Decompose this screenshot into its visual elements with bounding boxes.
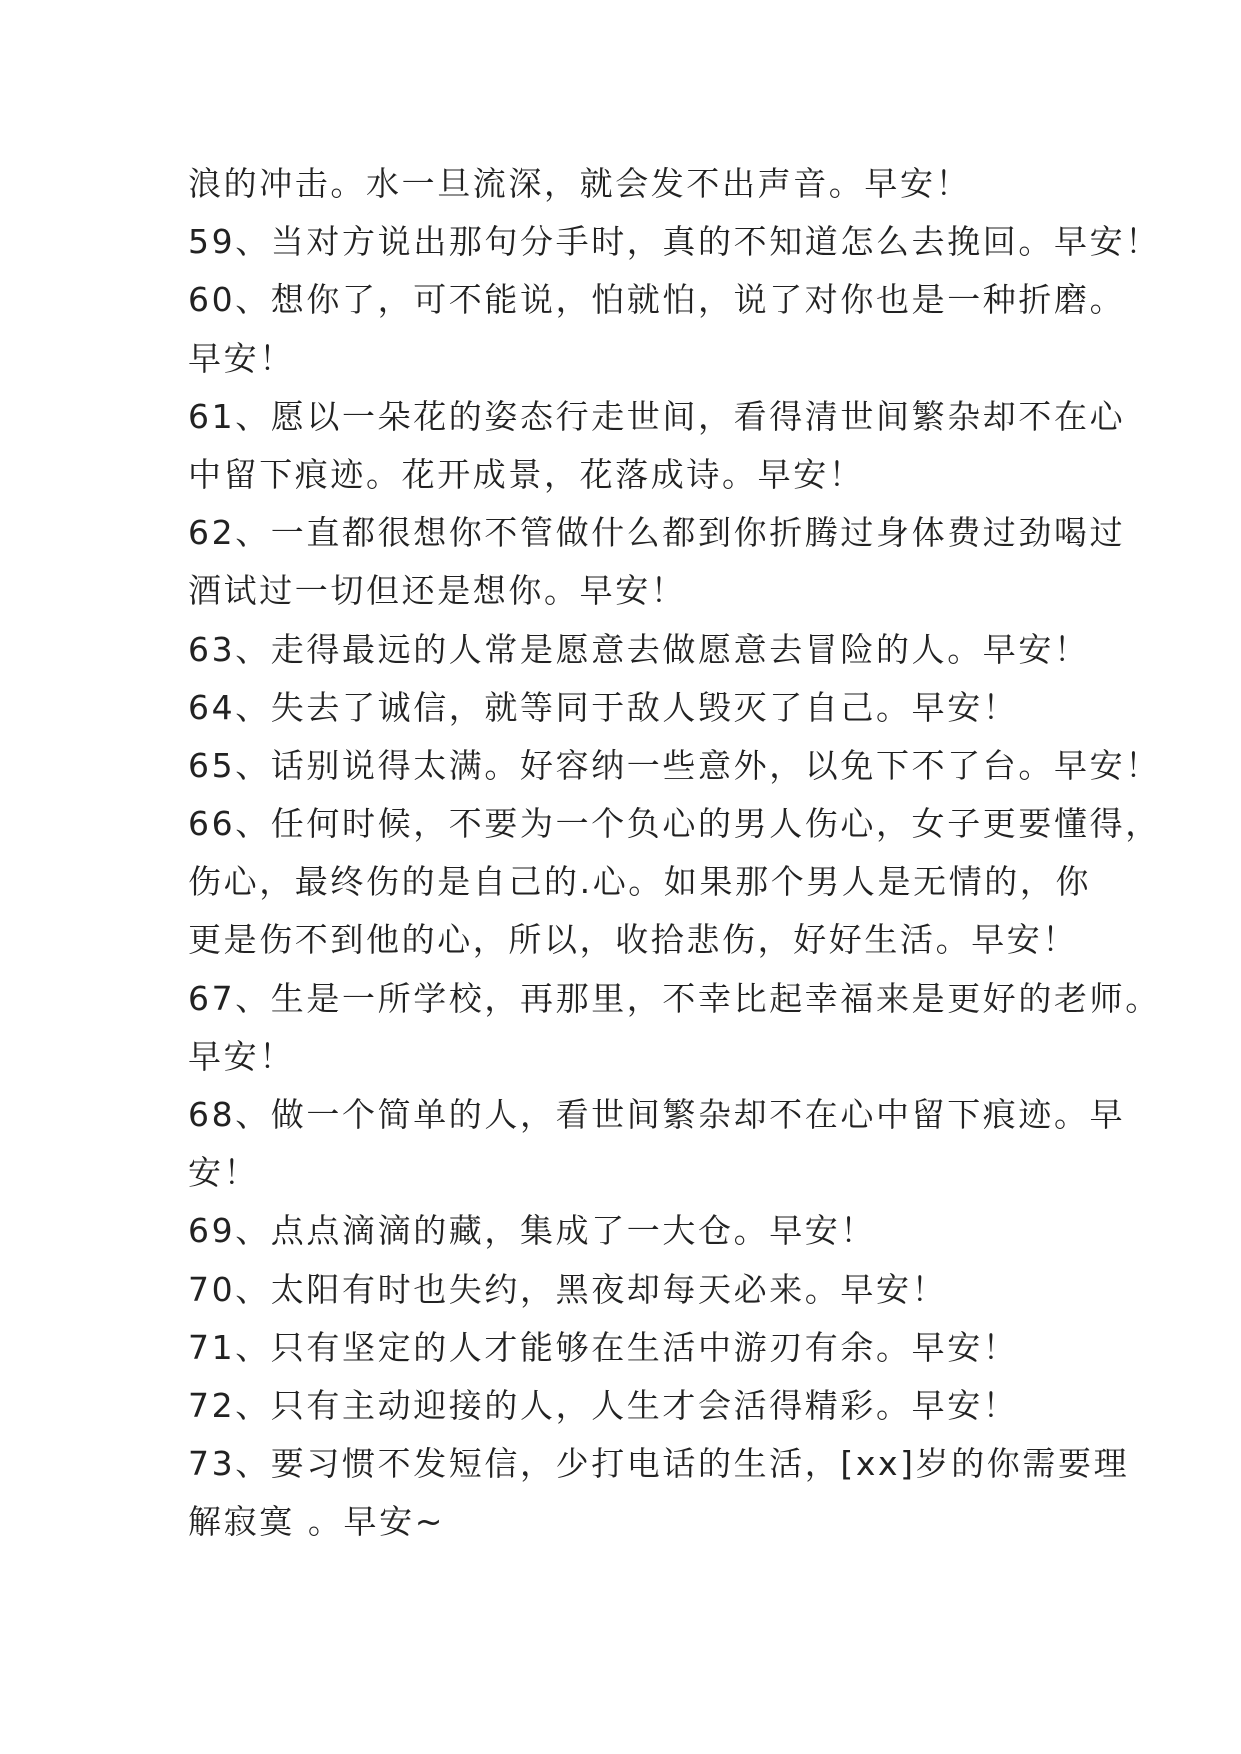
text-line: 60、想你了，可不能说，怕就怕，说了对你也是一种折磨。 xyxy=(188,280,1126,320)
text-line: 70、太阳有时也失约，黑夜却每天必来。早安！ xyxy=(188,1269,948,1309)
text-line: 69、点点滴滴的藏，集成了一大仓。早安！ xyxy=(188,1211,876,1251)
text-line: 酒试过一切但还是想你。早安！ xyxy=(188,571,687,611)
text-line: 64、失去了诚信，就等同于敌人毁灭了自己。早安！ xyxy=(188,687,1019,727)
text-line: 伤心，最终伤的是自己的.心。如果那个男人是无情的，你 xyxy=(188,862,1092,902)
text-line: 72、只有主动迎接的人，人生才会活得精彩。早安！ xyxy=(188,1385,1019,1425)
text-line: 59、当对方说出那句分手时，真的不知道怎么去挽回。早安！ xyxy=(188,222,1161,262)
text-line: 61、愿以一朵花的姿态行走世间，看得清世间繁杂却不在心 xyxy=(188,396,1126,436)
text-line: 62、一直都很想你不管做什么都到你折腾过身体费过劲喝过 xyxy=(188,513,1126,553)
text-line: 63、走得最远的人常是愿意去做愿意去冒险的人。早安！ xyxy=(188,629,1090,669)
text-line: 早安！ xyxy=(188,338,295,378)
text-line: 解寂寞 。早安~ xyxy=(188,1502,445,1542)
text-line: 71、只有坚定的人才能够在生活中游刃有余。早安！ xyxy=(188,1327,1019,1367)
text-line: 68、做一个简单的人，看世间繁杂却不在心中留下痕迹。早 xyxy=(188,1095,1126,1134)
document-body xyxy=(188,155,1161,1552)
text-line: 73、要习惯不发短信，少打电话的生活，[xx]岁的你需要理 xyxy=(188,1444,1130,1484)
text-line: 安！ xyxy=(188,1153,260,1193)
text-line: 67、生是一所学校，再那里，不幸比起幸福来是更好的老师。 xyxy=(188,978,1161,1018)
text-line: 中留下痕迹。花开成景，花落成诗。早安！ xyxy=(188,454,865,494)
text-line: 65、话别说得太满。好容纳一些意外，以免下不了台。早安！ xyxy=(188,745,1161,785)
text-line: 66、任何时候，不要为一个负心的男人伤心，女子更要懂得， xyxy=(188,804,1161,844)
text-line: 早安！ xyxy=(188,1036,295,1076)
text-line: 更是伤不到他的心，所以，收拾悲伤，好好生活。早安！ xyxy=(188,920,1078,960)
text-line: 浪的冲击。水一旦流深，就会发不出声音。早安！ xyxy=(188,164,972,203)
